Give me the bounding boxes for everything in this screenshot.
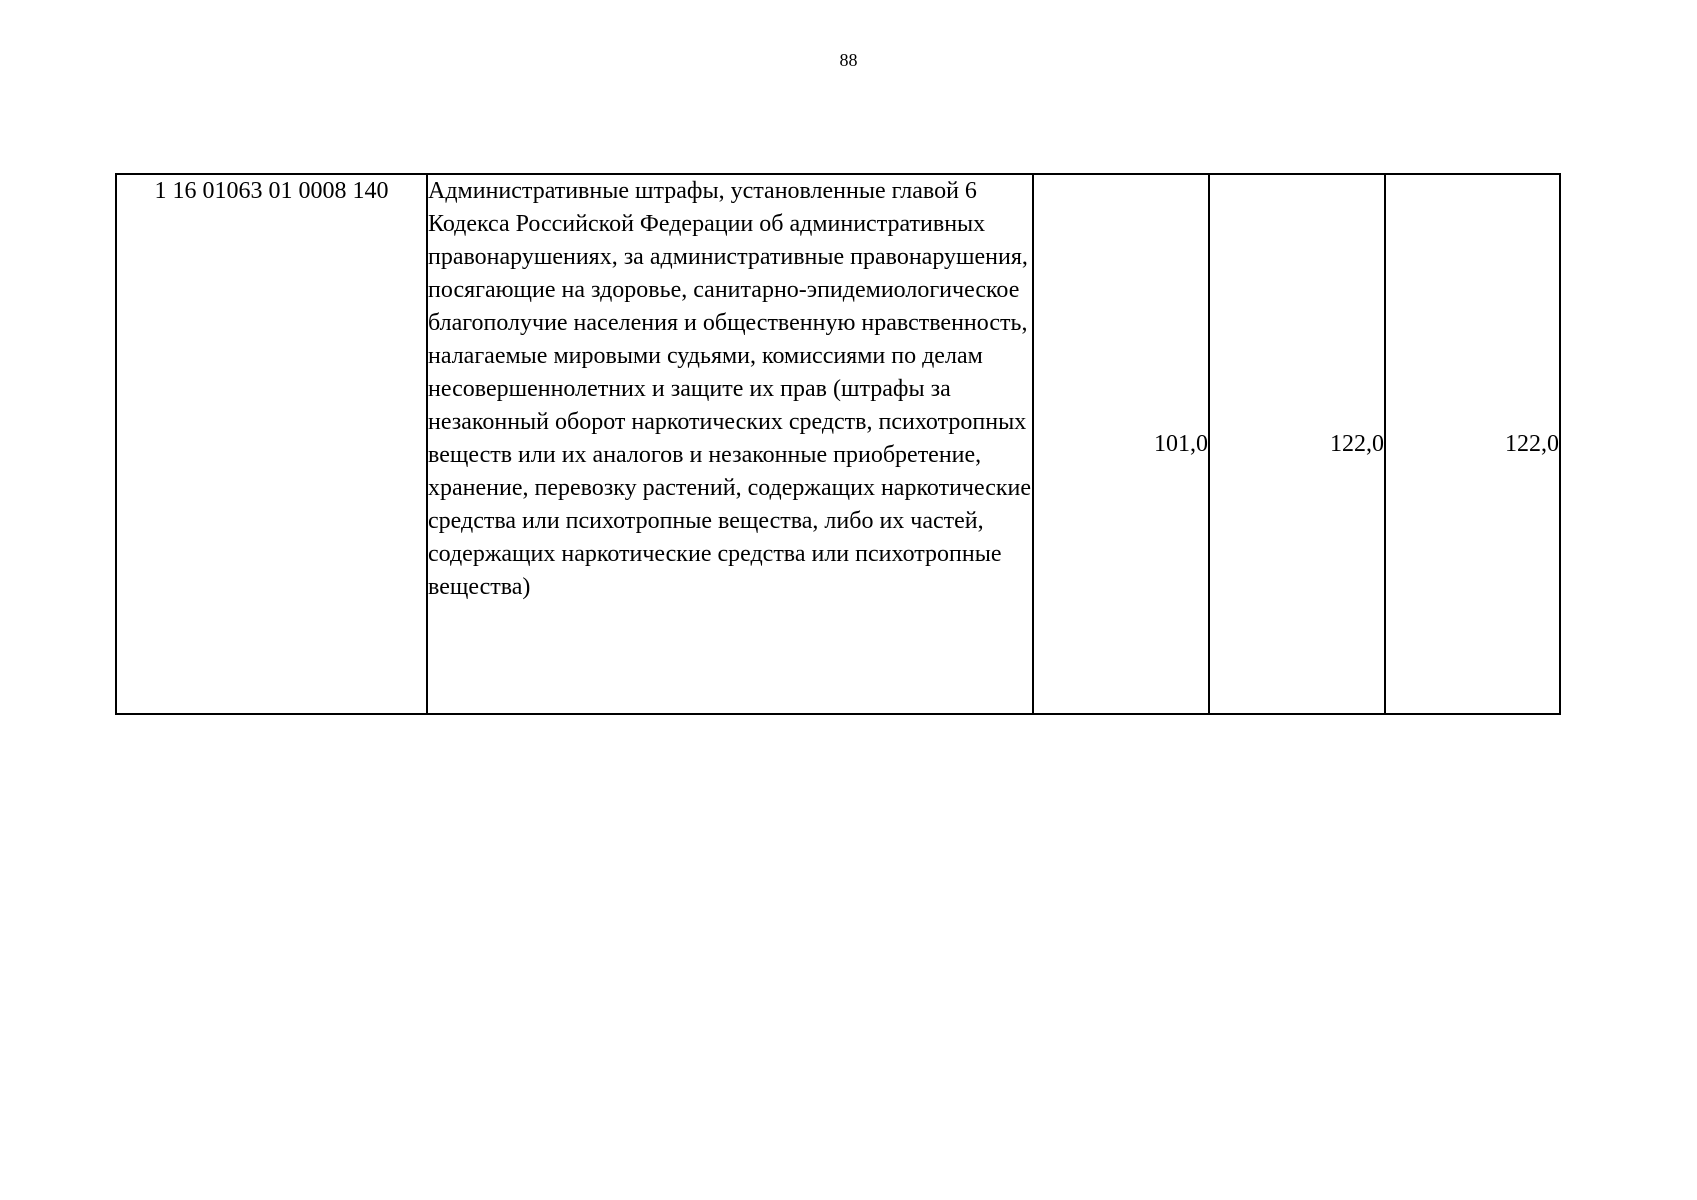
amount-year-3: 122,0 bbox=[1385, 174, 1560, 714]
budget-classification-code: 1 16 01063 01 0008 140 bbox=[116, 174, 427, 714]
amount-year-1: 101,0 bbox=[1033, 174, 1209, 714]
amount-year-2: 122,0 bbox=[1209, 174, 1385, 714]
income-description: Административные штрафы, установленные главой 6 Кодекса Российской Федерации об административных правонарушениях, за административные правонарушения, посягающие на здоровье, санитарно-эпидемиологическое благополучие населения и общественную нравственность, налагаемые мировыми судьями, комиссиями по делам несовершеннолетних и защите их прав (штрафы за незаконный оборот наркотических средств, психотропных веществ или их аналогов и незаконные приобретение, хранение, перевозку растений, содержащих наркотические средства или психотропные вещества, либо их частей, содержащих наркотические средства или психотропные вещества) bbox=[427, 174, 1033, 714]
page-number: 88 bbox=[839, 50, 858, 70]
budget-table bbox=[115, 173, 1561, 715]
table-row bbox=[116, 174, 1560, 714]
